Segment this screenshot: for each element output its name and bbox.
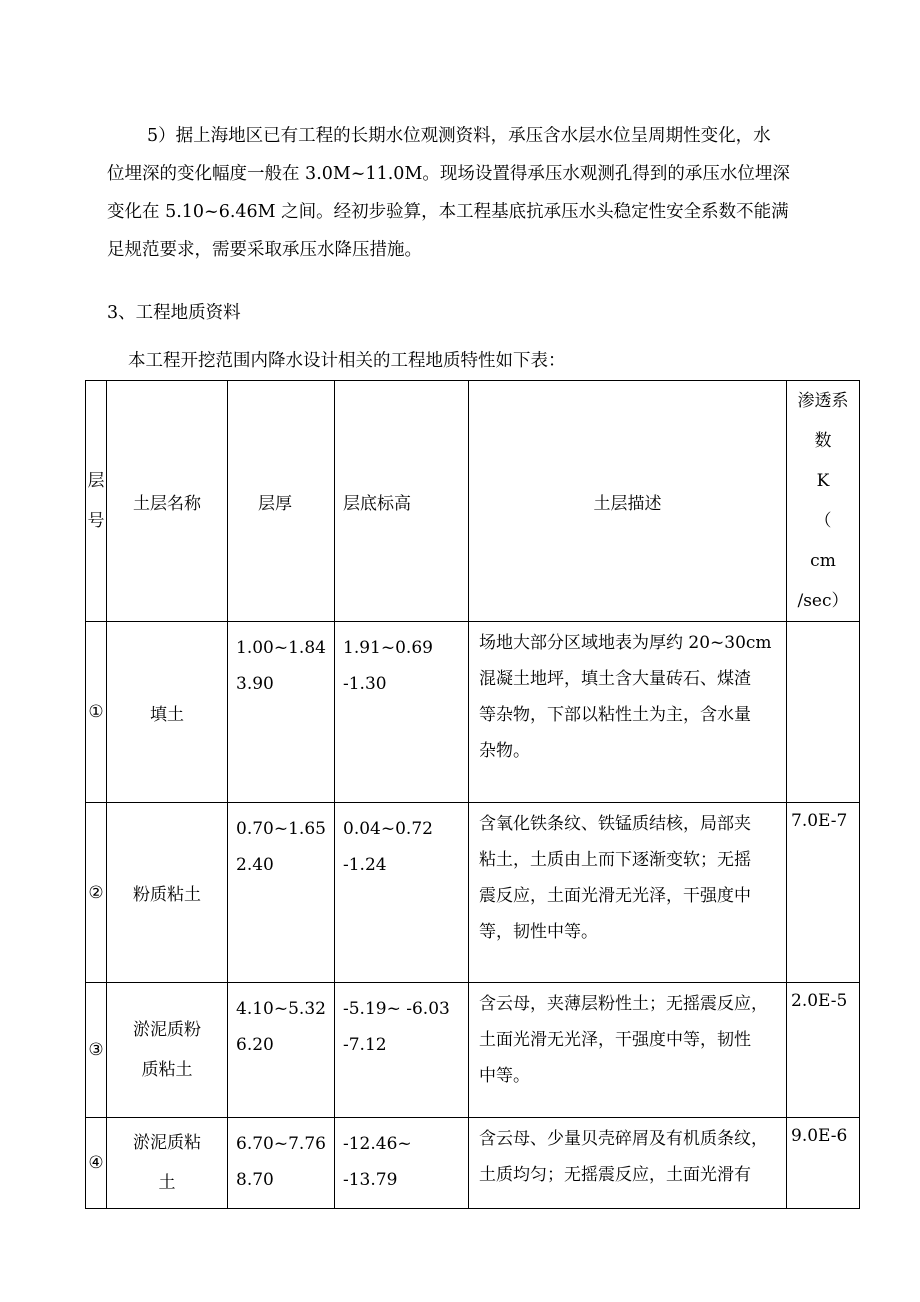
row-2-elevation — [335, 803, 469, 983]
row-4-name — [107, 1118, 228, 1209]
row-2-description — [469, 803, 787, 983]
row-2-thickness-value: 2.40 — [236, 855, 274, 875]
header-k-line-3b: cm — [810, 551, 836, 571]
section-heading: 3、工程地质资料 — [107, 303, 241, 323]
row-1-desc-line: 等杂物，下部以粘性土为主，含水量 — [479, 705, 751, 725]
row-4-description — [469, 1118, 787, 1209]
row-1-desc-line: 场地大部分区域地表为厚约 20~30cm — [479, 633, 772, 653]
row-4-no: ④ — [86, 1118, 107, 1209]
row-4-elevation — [335, 1118, 469, 1209]
header-thickness: 层厚 — [228, 381, 335, 622]
row-4-desc-line: 含云母、少量贝壳碎屑及有机质条纹， — [479, 1129, 768, 1149]
table-header-row — [86, 381, 860, 622]
row-4-elevation-value: -13.79 — [343, 1170, 398, 1190]
row-3-elevation-value: -7.12 — [343, 1035, 387, 1055]
row-1-no: ① — [86, 622, 107, 803]
row-3-no: ③ — [86, 983, 107, 1118]
row-2-elevation-range: 0.04~0.72 — [343, 819, 433, 839]
row-2-no: ② — [86, 803, 107, 983]
row-1-name: 填土 — [107, 622, 228, 803]
header-k-line-2a: 数 — [814, 431, 832, 451]
header-layer-no-line-1: 层 — [87, 471, 105, 491]
table-row — [86, 622, 860, 803]
row-1-elevation — [335, 622, 469, 803]
row-1-thickness-value: 3.90 — [236, 674, 274, 694]
row-2-k: 7.0E-7 — [787, 803, 860, 983]
row-4-name-line-2: 土 — [158, 1173, 176, 1193]
row-1-desc-line: 杂物。 — [479, 741, 530, 761]
row-1-thickness-range: 1.00~1.84 — [236, 638, 326, 658]
table-row — [86, 1118, 860, 1209]
header-bottom-elevation: 层底标高 — [335, 381, 469, 622]
header-k-line-1: 渗透系 — [797, 391, 849, 411]
row-2-desc-line: 震反应，土面光滑无光泽，干强度中 — [479, 886, 751, 906]
header-layer-name: 土层名称 — [107, 381, 228, 622]
paragraph-5-line-1: 5）据上海地区已有工程的长期水位观测资料，承压含水层水位呈周期性变化，水 — [147, 126, 771, 146]
row-3-elevation-range: -5.19~ -6.03 — [343, 999, 450, 1019]
row-3-name-line-1: 淤泥质粉 — [133, 1020, 201, 1040]
header-k-line-2b: K — [816, 471, 830, 491]
header-layer-no-line-2: 号 — [87, 511, 105, 531]
row-1-k — [787, 622, 860, 803]
row-3-thickness — [228, 983, 335, 1118]
row-3-name-line-2: 质粘土 — [141, 1060, 193, 1080]
soil-properties-table — [85, 380, 860, 1209]
row-4-elevation-range: -12.46~ — [343, 1134, 412, 1154]
row-2-thickness — [228, 803, 335, 983]
row-1-elevation-range: 1.91~0.69 — [343, 638, 433, 658]
row-1-description — [469, 622, 787, 803]
row-1-desc-line: 混凝土地坪，填土含大量砖石、煤渣 — [479, 669, 751, 689]
row-1-thickness — [228, 622, 335, 803]
row-2-desc-line: 等，韧性中等。 — [479, 922, 598, 942]
header-k-line-4: /sec） — [797, 591, 849, 611]
row-3-name — [107, 983, 228, 1118]
paragraph-5-line-2: 位埋深的变化幅度一般在 3.0M~11.0M。现场设置得承压水观测孔得到的承压水位埋深 — [107, 164, 790, 184]
row-2-desc-line: 粘土，土质由上而下逐渐变软；无摇 — [479, 850, 751, 870]
row-3-desc-line: 含云母，夹薄层粉性土；无摇震反应， — [479, 994, 768, 1014]
header-layer-no — [86, 381, 107, 622]
row-3-k: 2.0E-5 — [787, 983, 860, 1118]
row-3-desc-line: 土面光滑无光泽，干强度中等，韧性 — [479, 1030, 751, 1050]
row-1-elevation-value: -1.30 — [343, 674, 387, 694]
row-2-elevation-value: -1.24 — [343, 855, 387, 875]
table-intro: 本工程开挖范围内降水设计相关的工程地质特性如下表： — [128, 351, 566, 371]
header-permeability — [787, 381, 860, 622]
row-4-desc-line: 土质均匀；无摇震反应，土面光滑有 — [479, 1165, 751, 1185]
row-3-description — [469, 983, 787, 1118]
row-3-thickness-range: 4.10~5.32 — [236, 999, 326, 1019]
row-4-thickness — [228, 1118, 335, 1209]
row-3-desc-line: 中等。 — [479, 1066, 530, 1086]
paragraph-5 — [107, 117, 832, 269]
row-2-desc-line: 含氧化铁条纹、铁锰质结核，局部夹 — [479, 814, 751, 834]
row-4-k: 9.0E-6 — [787, 1118, 860, 1209]
table-row — [86, 803, 860, 983]
row-2-name: 粉质粘土 — [107, 803, 228, 983]
row-4-thickness-range: 6.70~7.76 — [236, 1134, 326, 1154]
table-row — [86, 983, 860, 1118]
row-2-thickness-range: 0.70~1.65 — [236, 819, 326, 839]
row-3-thickness-value: 6.20 — [236, 1035, 274, 1055]
header-description: 土层描述 — [469, 381, 787, 622]
row-4-name-line-1: 淤泥质粘 — [133, 1133, 201, 1153]
paragraph-5-line-3: 变化在 5.10~6.46M 之间。经初步验算，本工程基底抗承压水头稳定性安全系数不能满 — [107, 202, 789, 222]
row-4-thickness-value: 8.70 — [236, 1170, 274, 1190]
paragraph-5-line-4: 足规范要求，需要采取承压水降压措施。 — [107, 240, 422, 260]
row-3-elevation — [335, 983, 469, 1118]
header-k-line-3a: （ — [814, 511, 832, 531]
